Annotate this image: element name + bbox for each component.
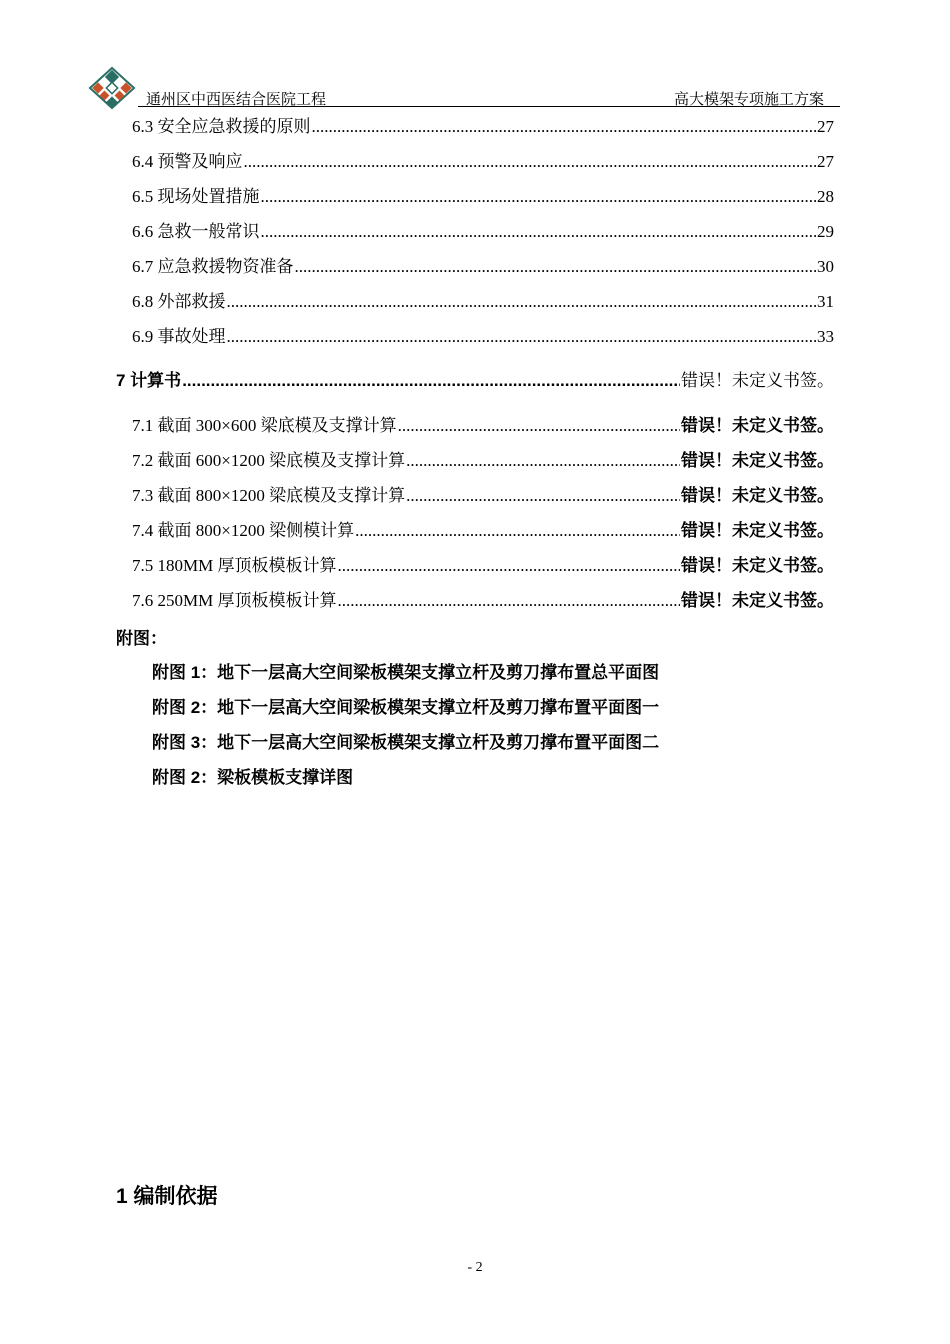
- toc-leader-dots: [406, 448, 680, 474]
- toc-entry-page: 错误！未定义书签。: [681, 416, 834, 435]
- appendix-item: 附图 2：地下一层高大空间梁板模架支撑立杆及剪刀撑布置平面图一: [152, 698, 660, 717]
- toc-entry-label: 6.6 急救一般常识: [132, 222, 260, 241]
- toc-entry-label: 6.5 现场处置措施: [132, 187, 260, 206]
- toc-entry-label: 7.2 截面 600×1200 梁底模及支撑计算: [132, 451, 406, 470]
- toc-leader-dots: [227, 289, 817, 315]
- toc-leader-dots: [182, 368, 680, 394]
- toc-leader-dots: [355, 518, 680, 544]
- toc-entry-page: 27: [817, 117, 834, 136]
- toc-entry[interactable]: [132, 483, 834, 509]
- toc-entry-page: 27: [817, 152, 834, 171]
- toc-entry[interactable]: [132, 254, 834, 280]
- toc-entry-page: 33: [817, 327, 834, 346]
- toc-entry-label: 6.9 事故处理: [132, 327, 226, 346]
- toc-entry[interactable]: [132, 324, 834, 350]
- toc-entry[interactable]: [132, 114, 834, 140]
- toc-leader-dots: [295, 254, 817, 280]
- toc-entry-label: 7.6 250MM 厚顶板模板计算: [132, 591, 337, 610]
- toc-leader-dots: [244, 149, 817, 175]
- toc-entry[interactable]: [132, 149, 834, 175]
- toc-leader-dots: [261, 219, 817, 245]
- toc-entry-label: 7.4 截面 800×1200 梁侧模计算: [132, 521, 355, 540]
- toc-entry-label: 6.3 安全应急救援的原则: [132, 117, 311, 136]
- toc-entry[interactable]: [132, 289, 834, 315]
- toc-chapter-entry[interactable]: [116, 368, 834, 394]
- appendix-item: 附图 3：地下一层高大空间梁板模架支撑立杆及剪刀撑布置平面图二: [152, 733, 660, 752]
- company-logo-icon: [88, 66, 136, 110]
- toc-entry[interactable]: [132, 448, 834, 474]
- toc-entry[interactable]: [132, 413, 834, 439]
- toc-entry-page: 31: [817, 292, 834, 311]
- toc-entry-page: 错误！未定义书签。: [681, 371, 834, 390]
- page-number: - 2: [467, 1260, 483, 1275]
- toc-leader-dots: [337, 553, 680, 579]
- toc-entry-page: 错误！未定义书签。: [681, 451, 834, 470]
- toc-entry-label: 6.4 预警及响应: [132, 152, 243, 171]
- toc-leader-dots: [406, 483, 680, 509]
- toc-entry[interactable]: [132, 518, 834, 544]
- appendix-title: 附图：: [116, 629, 167, 648]
- toc-entry-page: 28: [817, 187, 834, 206]
- toc-leader-dots: [398, 413, 680, 439]
- toc-entry-page: 错误！未定义书签。: [681, 521, 834, 540]
- toc-leader-dots: [261, 184, 817, 210]
- toc-leader-dots: [337, 588, 680, 614]
- header-document-title: 高大模架专项施工方案: [673, 92, 824, 108]
- header-rule: [138, 106, 840, 107]
- toc-entry-page: 错误！未定义书签。: [681, 556, 834, 575]
- section-heading: 1 编制依据: [116, 1185, 218, 1208]
- toc-entry-label: 7.5 180MM 厚顶板模板计算: [132, 556, 337, 575]
- toc-entry-page: 错误！未定义书签。: [681, 486, 834, 505]
- header-project-name: 通州区中西医结合医院工程: [146, 92, 327, 108]
- toc-entry-page: 30: [817, 257, 834, 276]
- appendix-item: 附图 2：梁板模板支撑详图: [152, 768, 354, 787]
- toc-entry-page: 29: [817, 222, 834, 241]
- toc-entry[interactable]: [132, 588, 834, 614]
- toc-entry-label: 6.8 外部救援: [132, 292, 226, 311]
- toc-entry-label: 7.1 截面 300×600 梁底模及支撑计算: [132, 416, 397, 435]
- appendix-item: 附图 1：地下一层高大空间梁板模架支撑立杆及剪刀撑布置总平面图: [152, 663, 660, 682]
- page-header: [88, 66, 840, 108]
- toc-entry-label: 7 计算书: [116, 371, 182, 390]
- toc-entry-label: 7.3 截面 800×1200 梁底模及支撑计算: [132, 486, 406, 505]
- toc-leader-dots: [312, 114, 817, 140]
- toc-entry[interactable]: [132, 553, 834, 579]
- toc-entry-page: 错误！未定义书签。: [681, 591, 834, 610]
- toc-leader-dots: [227, 324, 817, 350]
- toc-entry-label: 6.7 应急救援物资准备: [132, 257, 294, 276]
- toc-entry[interactable]: [132, 184, 834, 210]
- toc-entry[interactable]: [132, 219, 834, 245]
